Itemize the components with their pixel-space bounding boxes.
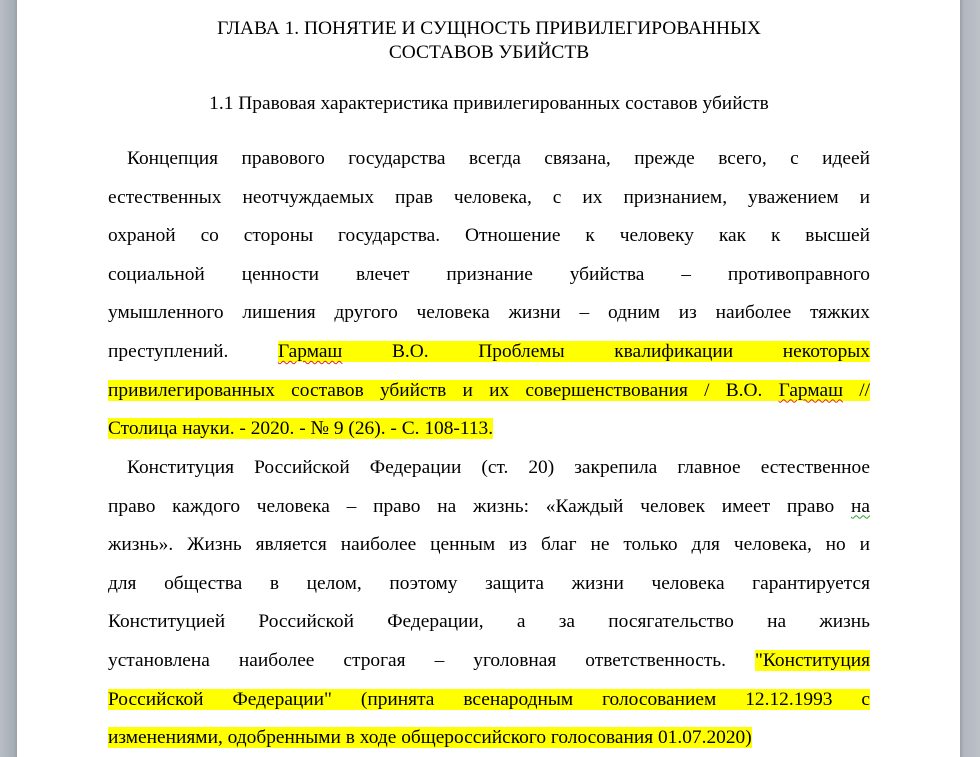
plain-text: право каждого человека – право на жизнь: «Каждый человек имеет право <box>108 495 852 517</box>
text-line: Концепция правового государства всегда связана, прежде всего, с идеей <box>127 148 870 169</box>
text-line <box>108 642 870 681</box>
text-line <box>108 488 870 527</box>
spellcheck-flagged-word[interactable]: Гармаш <box>277 340 343 362</box>
paragraph-1[interactable] <box>108 140 870 449</box>
chapter-title-line-2: СОСТАВОВ УБИЙСТВ <box>388 42 590 63</box>
text-line <box>108 410 870 449</box>
text-line: жизнь». Жизнь является наиболее ценным из благ не только для человека, но и <box>108 534 870 556</box>
text-line <box>108 681 870 720</box>
highlighted-text: // <box>843 379 871 401</box>
section-title: 1.1 Правовая характеристика привилегированных составов убийств <box>209 93 769 114</box>
grammar-flagged-word[interactable]: на <box>851 495 870 517</box>
plain-text: установлена наиболее строгая – уголовная ответственность. <box>108 649 755 671</box>
chapter-title <box>108 17 870 65</box>
text-line: социальной ценности влечет признание убийства – противоправного <box>108 263 870 285</box>
text-line: охраной со стороны государства. Отношение к человеку как к высшей <box>108 225 870 247</box>
highlighted-citation: изменениями, одобренными в ходе общероссийского голосования 01.07.2020) <box>108 727 752 749</box>
text-line: для общества в целом, поэтому защита жизни человека гарантируется <box>108 572 870 594</box>
text-line: умышленного лишения другого человека жизни – одним из наиболее тяжких <box>108 302 870 324</box>
text-line <box>108 372 870 411</box>
highlighted-citation <box>278 341 870 362</box>
text-line: Конституцией Российской Федерации, а за посягательство на жизнь <box>108 611 870 633</box>
text-line <box>108 719 870 757</box>
document-page[interactable] <box>17 0 960 757</box>
highlighted-citation: Российской Федерации" (принята всенародным голосованием 12.12.1993 с <box>108 688 870 710</box>
highlighted-text: В.О. Проблемы квалификации некоторых <box>342 340 870 362</box>
highlighted-text: привилегированных составов убийств и их совершенствования / В.О. <box>108 379 779 401</box>
text-line <box>108 333 870 372</box>
spellcheck-flagged-word[interactable]: Гармаш <box>778 379 844 401</box>
plain-text: преступлений. <box>108 340 229 362</box>
paragraph-2[interactable] <box>108 449 870 757</box>
highlighted-citation: "Конституция <box>755 649 870 671</box>
text-line: естественных неотчуждаемых прав человека, с их признанием, уважением и <box>108 186 870 208</box>
text-line: Конституция Российской Федерации (ст. 20) закрепила главное естественное <box>127 457 870 478</box>
page-gutter-right <box>960 0 980 757</box>
highlighted-citation: Столица науки. - 2020. - № 9 (26). - С. 108-113. <box>108 418 494 440</box>
highlighted-citation <box>108 380 870 401</box>
chapter-title-line-1: ГЛАВА 1. ПОНЯТИЕ И СУЩНОСТЬ ПРИВИЛЕГИРОВАННЫХ <box>217 18 761 39</box>
